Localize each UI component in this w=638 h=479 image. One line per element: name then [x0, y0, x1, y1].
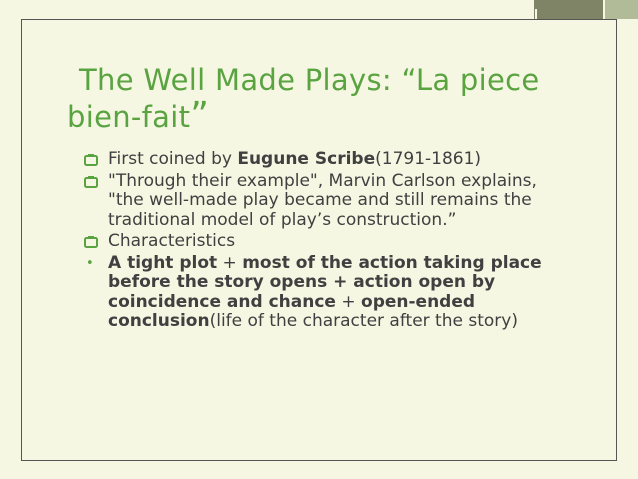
item-1-text: First coined by: [108, 149, 238, 169]
corner-divider: [603, 0, 605, 19]
item-4-bold-3: open-ended conclusion: [108, 291, 476, 331]
item-3-text: Characteristics: [108, 231, 236, 251]
item-1-dates: (1791-1861): [375, 149, 482, 169]
item-4-bold-2: most of the action taking place before the story opens + action open by coincidence and chance: [108, 252, 542, 312]
dot-bullet-icon: •: [86, 255, 94, 271]
item-2-text: "Through their example", Marvin Carlson explains, "the well-made play became and still remains the traditional model of play’s construction.”: [108, 170, 537, 230]
item-4-tail: (life of the character after the story): [209, 311, 518, 331]
corner-right-decoration: [605, 0, 638, 19]
slide-title: [67, 62, 579, 136]
item-4-plus-1: +: [217, 252, 243, 273]
item-4-bold-1: A tight plot: [108, 252, 218, 273]
item-4-plus-2: +: [335, 291, 362, 312]
corner-divider: [535, 9, 537, 19]
check-bullet-icon: [84, 153, 98, 167]
title-line-2-text: bien-fait: [67, 100, 191, 134]
top-bar: [0, 0, 534, 19]
list-item: [84, 232, 544, 252]
corner-square-decoration: [534, 0, 604, 19]
list-item: [84, 254, 544, 332]
check-bullet-icon: [84, 235, 98, 249]
list-item: [84, 150, 544, 170]
title-line-2: [67, 95, 567, 136]
item-1-bold: Eugune Scribe: [237, 149, 376, 169]
title-close-quote: ”: [190, 95, 210, 136]
bullet-list: [84, 150, 544, 332]
check-bullet-icon: [84, 175, 98, 189]
title-line-1: The Well Made Plays: “La piece: [79, 63, 540, 97]
list-item: [84, 172, 544, 231]
